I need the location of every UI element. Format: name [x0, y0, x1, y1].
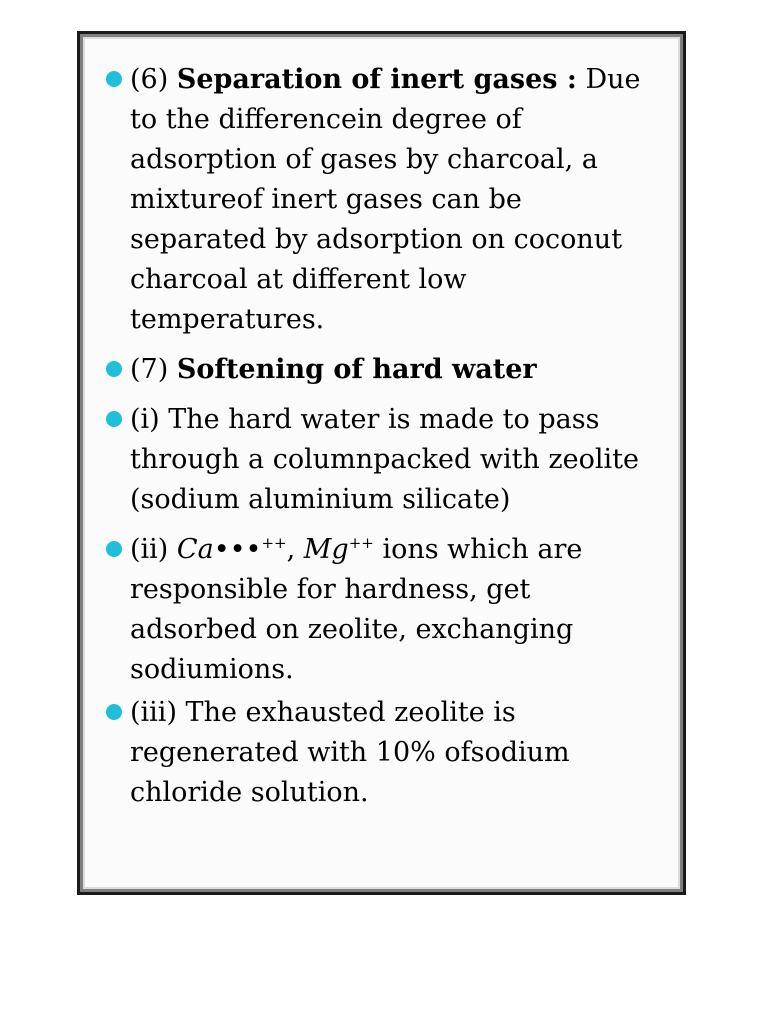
ion-separator: ,	[286, 534, 304, 565]
bullet-dot-icon	[106, 541, 122, 557]
bullet-item-separation-inert-gases	[104, 60, 664, 340]
bullet-prefix: (ii)	[130, 534, 177, 565]
bullet-text: Due to the differencein degree of adsorption of gases by charcoal, a mixtureof inert gases can be separated by adsorption on coconut charcoal at different low temperatures.	[130, 64, 641, 335]
bullet-dot-icon	[106, 411, 122, 427]
bullet-text: (iii) The exhausted zeolite is regenerated with 10% ofsodium chloride solution.	[130, 697, 570, 808]
bullet-heading: Separation of inert gases :	[176, 64, 577, 95]
ion-dots: •••	[213, 534, 262, 565]
bullet-dot-icon	[106, 71, 122, 87]
bullet-prefix: (7)	[130, 354, 177, 385]
bullet-item-step-i	[104, 400, 664, 520]
bullet-text: ions which are responsible for hardness, get adsorbed on zeolite, exchanging sodiumions.	[130, 534, 583, 685]
ion-magnesium-charge: ++	[348, 534, 374, 552]
bullet-text: (i) The hard water is made to pass through a columnpacked with zeolite (sodium aluminium silicate)	[130, 404, 639, 515]
bullet-item-softening-hard-water	[104, 350, 664, 390]
bullet-list	[104, 60, 664, 813]
bullet-item-step-iii	[104, 693, 664, 813]
bullet-item-step-ii	[104, 530, 664, 690]
bullet-dot-icon	[106, 361, 122, 377]
bullet-prefix: (6)	[130, 64, 177, 95]
ion-calcium-charge: ++	[261, 534, 287, 552]
slide-frame	[77, 31, 686, 895]
bullet-heading: Softening of hard water	[176, 354, 537, 385]
ion-magnesium: Mg	[303, 534, 349, 565]
ion-calcium: Ca	[176, 534, 214, 565]
bullet-dot-icon	[106, 704, 122, 720]
